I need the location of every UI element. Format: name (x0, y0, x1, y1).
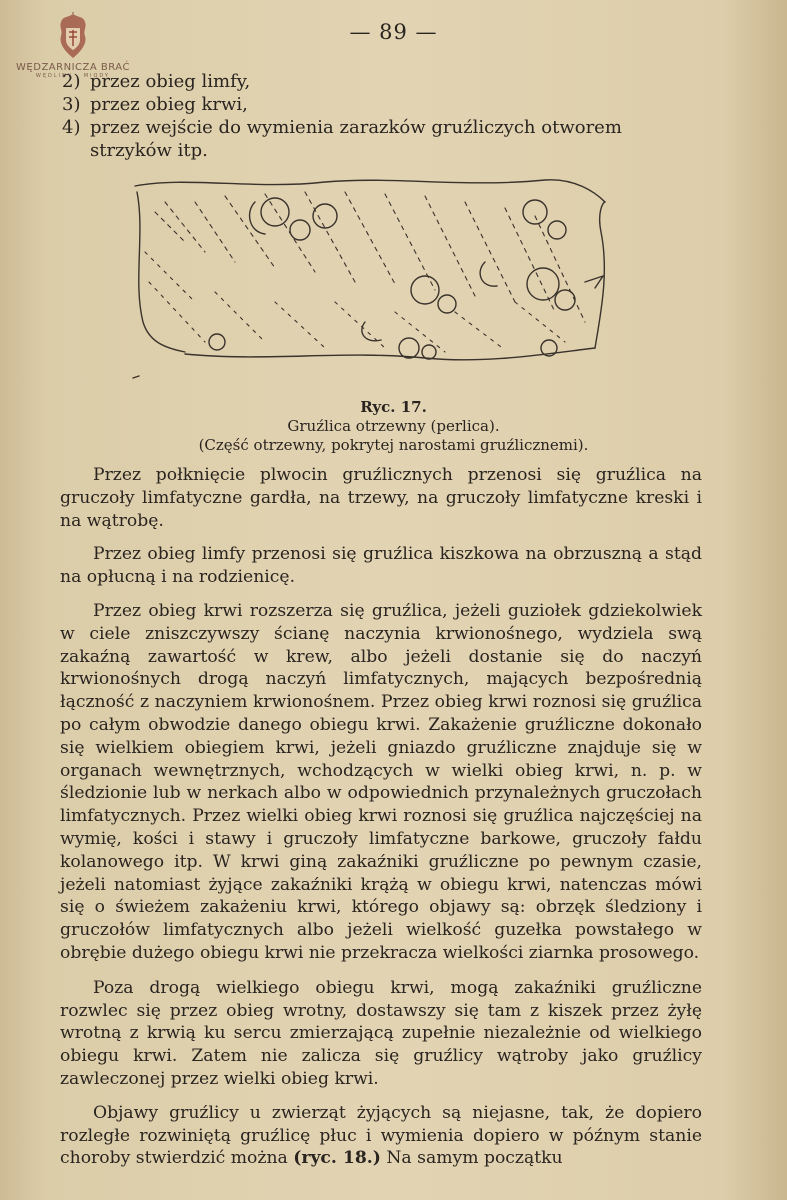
paragraph-last (60, 1102, 702, 1170)
figure-illustration (125, 172, 615, 390)
list-item-continuation: strzyków itp. (90, 140, 208, 161)
list-item-number: 2) (62, 71, 81, 92)
list-item-number: 4) (62, 117, 81, 138)
figure-title: Ryc. 17. (360, 398, 427, 416)
list-item-text: przez obieg krwi, (90, 94, 248, 115)
numbered-list (62, 70, 702, 162)
logo-subtitle: WĘDLINY · MIODY (35, 73, 111, 79)
list-item-text: przez wejście do wymienia zarazków gruźliczych otworem (90, 117, 622, 138)
list-item-text: przez obieg limfy, (90, 71, 251, 92)
figure-description: (Część otrzewny, pokrytej narostami gruźlicznemi). (198, 436, 589, 454)
paragraph-text: Objawy gruźlicy u zwierząt żyjących są niejasne, tak, że dopiero rozległe rozwiniętą gruźlicę płuc i wymienia dopiero w późnym stanie choroby stwierdzić można (60, 1102, 702, 1169)
paragraph: Przez obieg limfy przenosi się gruźlica kiszkowa na obrzuszną a stąd na opłucną i na rodzienicę. (60, 544, 702, 588)
list-item (62, 70, 702, 93)
logo-name: WĘDZARNICZA BRAĆ (16, 62, 130, 73)
paragraph: Poza drogą wielkiego obiegu krwi, mogą zakaźniki gruźliczne rozwlec się przez obieg wrotny, dostawszy się tam z kiszek przez żyłę wrotną z krwią ku sercu zmierzającą zupełnie niezależnie od wielkiego obiegu krwi. Zatem nie zalicza się gruźlicy wątroby jako gruźlicy zawleczonej przez wielki obieg krwi. (60, 977, 702, 1089)
list-item-number: 3) (62, 94, 81, 115)
body-text (60, 464, 702, 1181)
figure-subtitle: Gruźlica otrzewny (perlica). (287, 417, 500, 435)
paragraph: Przez obieg krwi rozszerza się gruźlica, jeżeli guziołek gdziekolwiek w ciele zniszczywszy ścianę naczynia krwionośnego, wydziela swą zakaźną zawartość w krew, albo jeżeli dostanie się do naczyń krwionośnych drogą naczyń limfatycznych, mających bezpośrednią łączność z naczyniem krwionośnem. Przez obieg krwi roznosi się gruźlica po całym obwodzie danego obiegu krwi. Zakażenie gruźliczne dokonało się wielkiem obiegiem krwi, jeżeli gniazdo gruźliczne znajduje się w organach wewnętrznych, wchodzących w wielki obieg krwi, n. p. w śledzionie lub w nerkach albo w odpowiednich przynależnych gruczołach limfatycznych. Przez wielki obieg krwi roznosi się gruźlica najczęściej na wymię, kości i stawy i gruczoły limfatyczne barkowe, gruczoły fałdu kolanowego itp. W krwi giną zakaźniki gruźliczne po pewnym czasie, jeżeli natomiast żyjące zakaźniki krążą w obiegu krwi, natenczas mówi się o świeżem zakażeniu krwi, którego objawy są: obrzęk śledziony i gruczołów limfatycznych albo jeżeli wielkość guzełka powstałego w obrębie dużego obiegu krwi nie przekracza wielkości ziarnka prosowego. (60, 600, 702, 963)
page-number: — 89 — (349, 20, 438, 44)
figure-caption (60, 398, 727, 455)
figure-reference: (ryc. 18.) (293, 1148, 381, 1169)
paragraph: Przez połknięcie plwocin gruźlicznych przenosi się gruźlica na gruczoły limfatyczne gardła, na trzewy, na gruczoły limfatyczne kreski i na wątrobę. (60, 465, 702, 531)
paragraph-text: Na samym początku (386, 1148, 563, 1169)
list-item (62, 93, 702, 116)
list-item (62, 116, 702, 139)
